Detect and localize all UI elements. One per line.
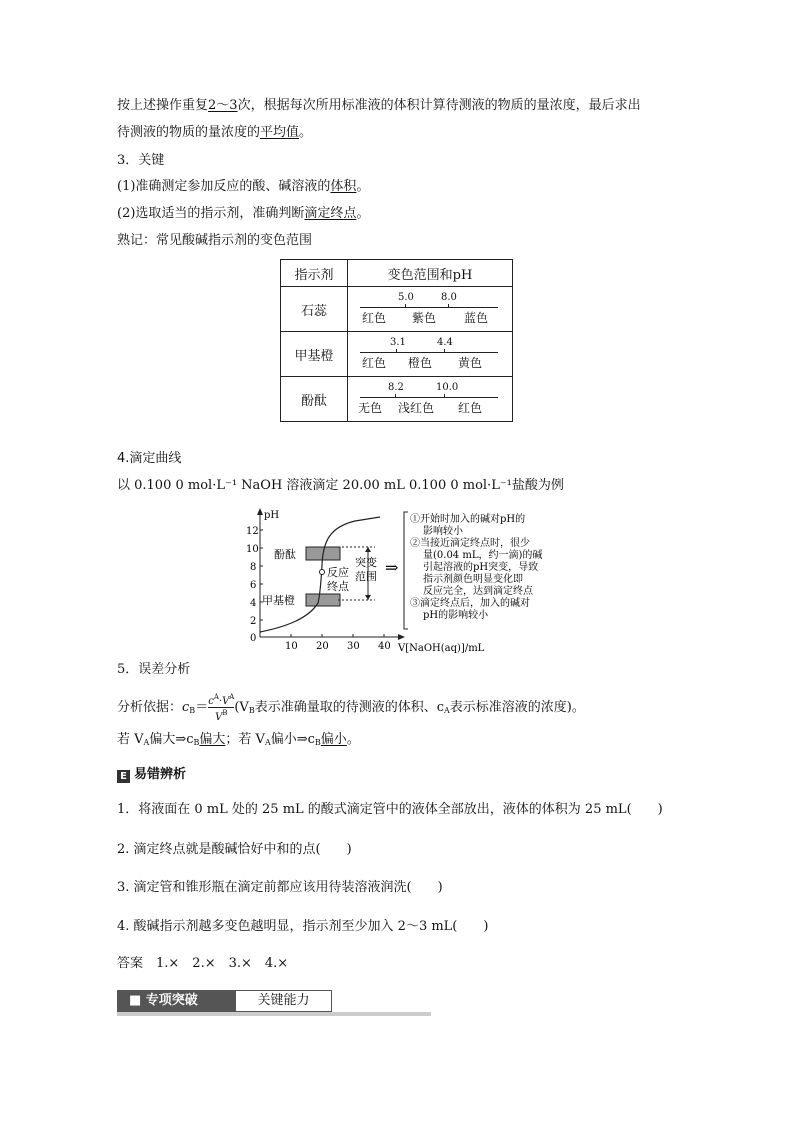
endpoint-marker [320,570,325,575]
curve-desc: 以 0.100 0 mol·L⁻¹ NaOH 溶液滴定 20.00 mL 0.100 0 mol·L⁻¹盐酸为例 [117,478,564,493]
key-heading: 3．关键 [117,153,165,168]
section-banner [117,990,431,1014]
methyl-orange-range-box [306,594,340,606]
table-header-cell: 指示剂 [281,260,348,287]
ph-scale [348,377,512,421]
table-row [281,332,513,377]
key-item-1: (1)准确测定参加反应的酸、碱溶液的体积。 [117,179,370,194]
x-tick-label: 30 [347,641,360,652]
curve-note-line: 引起溶液的pH突变，导致 [423,562,539,573]
titration-chart [230,505,560,655]
error-rule: 若 $V_A$偏大$\Rightarrow c_B$偏大；若 $V_A$偏小$\Rightarrow c_B$偏小。 [117,732,360,747]
ph-value: 8.0 [441,292,457,303]
key-memo: 熟记：常见酸碱指示剂的变色范围 [117,233,313,248]
indicator-name: 石蕊 [281,287,348,332]
y-tick-label: 10 [246,544,259,555]
ph-value: 3.1 [390,337,406,348]
color-label: 蓝色 [464,311,489,325]
color-label: 橙色 [408,356,433,370]
error-heading: 5．误差分析 [117,662,191,677]
mistake-question-4: 4. 酸碱指示剂越多变色越明显，指示剂至少加入 2～3 mL( ) [117,919,489,934]
mistakes-icon: E [117,770,130,783]
mistakes-answer: 答案 1.× 2.× 3.× 4.× [117,956,289,971]
ph-value: 10.0 [436,382,459,393]
curve-note-line: 量(0.04 mL，约一滴)的碱 [423,550,543,561]
x-tick-label: 40 [378,641,391,652]
mistakes-heading: E 易错辨析 [117,766,186,784]
y-tick-label: 6 [250,580,257,591]
color-label: 浅红色 [398,401,435,415]
y-tick-label: 8 [250,562,257,573]
y-tick-label: 2 [250,616,257,627]
x-axis-label: V[NaOH(aq)]/mL [398,643,485,654]
y-axis-arrow [257,508,263,515]
curve-notes [410,512,542,621]
table-row [281,377,513,422]
ph-value: 5.0 [398,292,414,303]
indicator-name: 酚酞 [281,377,348,422]
intro-line-2: 待测液的物质的量浓度的平均值。 [117,125,313,140]
y-axis-label: pH [264,510,280,521]
curve-note-line: ③滴定终点后，加入的碱对 [410,598,530,609]
curve-note-line: ②当接近滴定终点时，很少 [410,538,530,549]
indicator-name: 甲基橙 [281,332,348,377]
ph-value: 8.2 [388,382,404,393]
table-header-row [281,260,513,287]
x-tick-label: 10 [285,641,298,652]
y-tick-label: 0 [250,633,257,644]
methyl-orange-label: 甲基橙 [262,594,295,607]
color-label: 无色 [358,401,383,415]
curve-note-line: 反应完全，达到滴定终点 [423,586,533,597]
color-label: 红色 [458,401,483,415]
jump-range-label: 范围 [355,570,377,583]
color-label: 红色 [362,311,387,325]
x-axis-arrow [398,634,405,640]
curve-note-line: ①开始时加入的碱对pH的 [410,514,526,525]
x-tick-label: 20 [316,641,329,652]
ph-value: 4.4 [437,337,453,348]
ph-scale [348,287,512,331]
curve-note-line: pH的影响较小 [423,610,489,621]
banner-title: ■ 专项突破 [117,990,235,1012]
endpoint-label: 反应 [327,566,349,579]
color-label: 红色 [362,356,387,370]
curve-heading: 4.滴定曲线 [117,451,182,466]
y-tick-label: 4 [250,598,257,609]
endpoint-label: 终点 [327,580,349,593]
intro-line-1: 按上述操作重复2～3次，根据每次所用标准液的体积计算待测液的物质的量浓度，最后求出 [117,98,641,113]
mistake-question-1: 1．将液面在 0 mL 处的 25 mL 的酸式滴定管中的液体全部放出，液体的体积为 25 mL( ) [117,802,663,817]
key-item-2: (2)选取适当的指示剂，准确判断滴定终点。 [117,206,370,221]
mistake-question-3: 3. 滴定管和锥形瓶在滴定前都应该用待装溶液润洗( ) [117,880,443,895]
color-label: 黄色 [458,356,483,370]
error-basis: 分析依据：$c_B=$ $\frac{c^A\cdot V^A}{V^B}$ ($V_B$表示准确量取的待测液的体积、$c_A$表示标准溶液的浓度)。 [117,693,585,723]
banner-subtitle: 关键能力 [235,990,332,1012]
curve-note-line: 指示剂颜色明显变化即 [423,574,523,585]
jump-range-label: 突变 [355,556,377,569]
implies-arrow-icon: ⇒ [385,558,399,577]
mistake-question-2: 2. 滴定终点就是酸碱恰好中和的点( ) [117,842,352,857]
table-row [281,287,513,332]
color-label: 紫色 [412,311,437,325]
phenolphthalein-label: 酚酞 [274,548,296,561]
indicator-table [280,259,513,422]
ph-scale [348,332,512,376]
table-header-cell: 变色范围和pH [348,260,513,287]
y-tick-label: 12 [246,526,259,537]
curve-note-line: 影响较小 [423,526,463,537]
